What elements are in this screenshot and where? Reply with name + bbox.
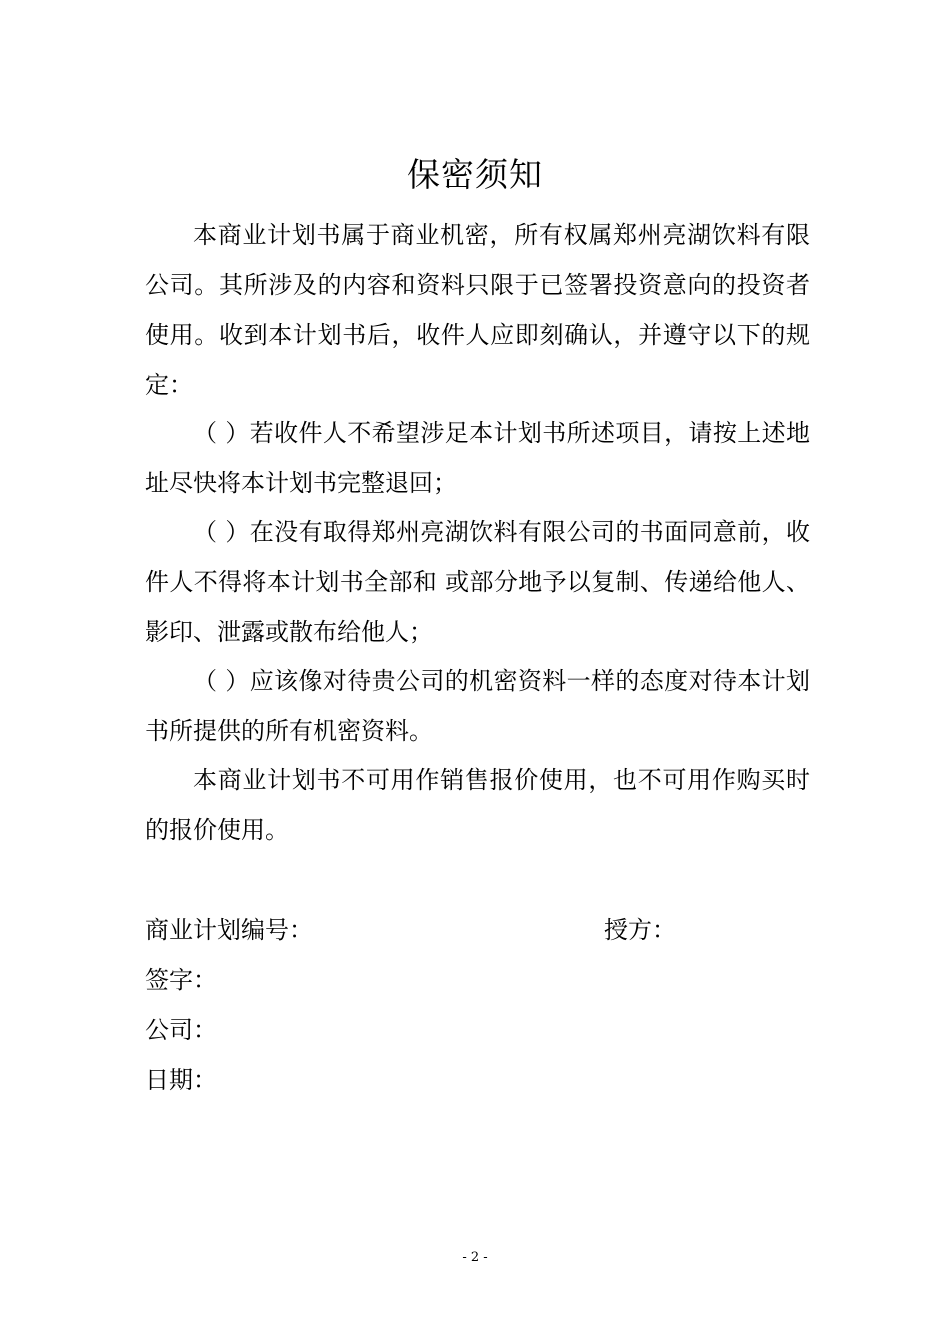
intro-paragraph: 本商业计划书属于商业机密，所有权属郑州亮湖饮料有限公司。其所涉及的内容和资料只限于已签署投资意向的投资者使用。收到本计划书后，收件人应即刻确认，并遵守以下的规定： — [145, 221, 810, 399]
page-number: - 2 - — [462, 1250, 488, 1265]
rule-1-paragraph: （ ）若收件人不希望涉足本计划书所述项目，请按上述地址尽快将本计划书完整退回； — [145, 419, 810, 497]
closing-paragraph: 本商业计划书不可用作销售报价使用，也不可用作购买时的报价使用。 — [145, 766, 810, 844]
grantee-label: 授方： — [604, 916, 676, 944]
rule-3-paragraph: （ ）应该像对待贵公司的机密资料一样的态度对待本计划书所提供的所有机密资料。 — [145, 667, 810, 745]
rule-2-paragraph: （ ）在没有取得郑州亮湖饮料有限公司的书面同意前，收件人不得将本计划书全部和 或部分地予以复制、传递给他人、影印、泄露或散布给他人； — [145, 518, 810, 646]
date-label: 日期： — [145, 1066, 217, 1094]
signature-label: 签字： — [145, 966, 217, 994]
company-label: 公司： — [145, 1016, 217, 1044]
page-title: 保密须知 — [407, 155, 543, 194]
plan-number-label: 商业计划编号： — [145, 916, 313, 944]
